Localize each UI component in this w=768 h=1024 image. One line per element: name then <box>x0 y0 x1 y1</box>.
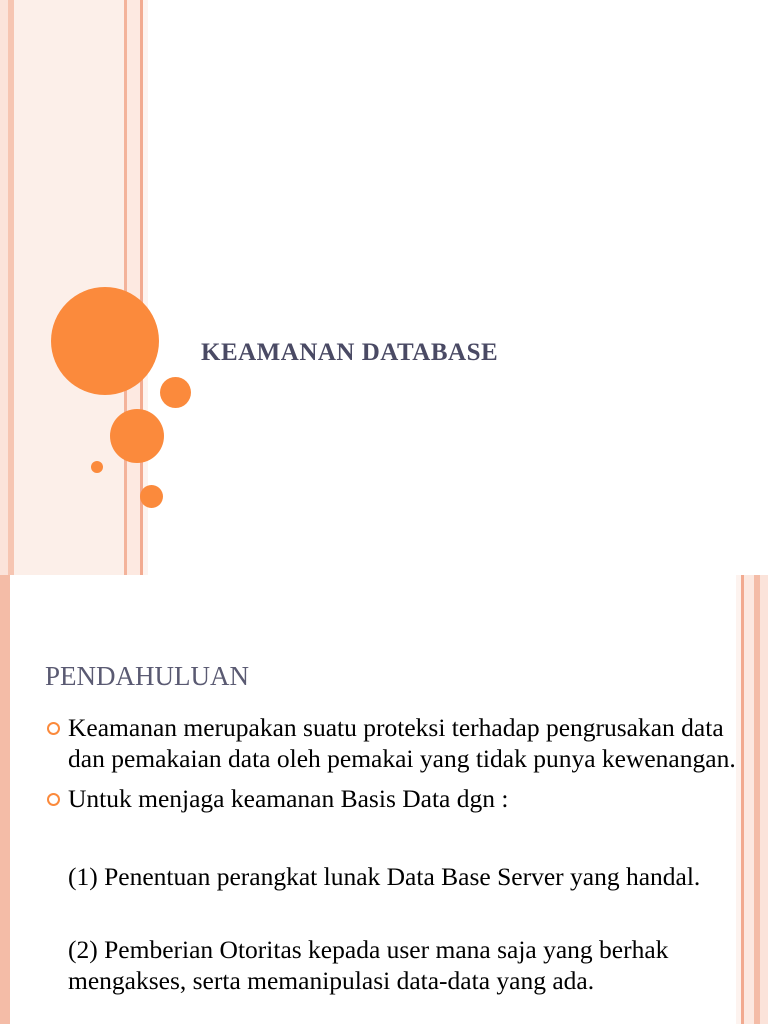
title-panel <box>148 0 768 575</box>
bullet-item <box>45 783 745 814</box>
section-title: PENDAHULUAN <box>45 661 249 691</box>
tiny-circle-icon <box>91 461 103 473</box>
bullet-item <box>45 712 745 774</box>
subpoint-text: (2) Pemberian Otoritas kepada user mana saja yang berhak mengakses, serta memanipulasi data-data yang ada. <box>68 935 669 995</box>
subpoint-text: (1) Penentuan perangkat lunak Data Base Server yang handal. <box>68 862 701 891</box>
hollow-circle-icon <box>47 722 60 735</box>
large-circle-icon <box>51 287 159 395</box>
bullet-list <box>45 712 745 823</box>
bullet-text: Keamanan merupakan suatu proteksi terhadap pengrusakan data dan pemakaian data oleh pemakai yang tidak punya kewenangan. <box>68 713 736 773</box>
medium-circle-icon <box>110 409 164 463</box>
slide-title-text: KEAMANAN DATABASE <box>201 339 499 366</box>
hollow-circle-icon <box>47 793 60 806</box>
small-circle-icon <box>140 485 163 508</box>
left-decorative-bar <box>0 575 10 1024</box>
slide-pendahuluan <box>0 575 768 1024</box>
small-circle-icon <box>160 377 191 408</box>
left-decorative-band <box>0 0 148 575</box>
bullet-text: Untuk menjaga keamanan Basis Data dgn : <box>68 784 509 813</box>
